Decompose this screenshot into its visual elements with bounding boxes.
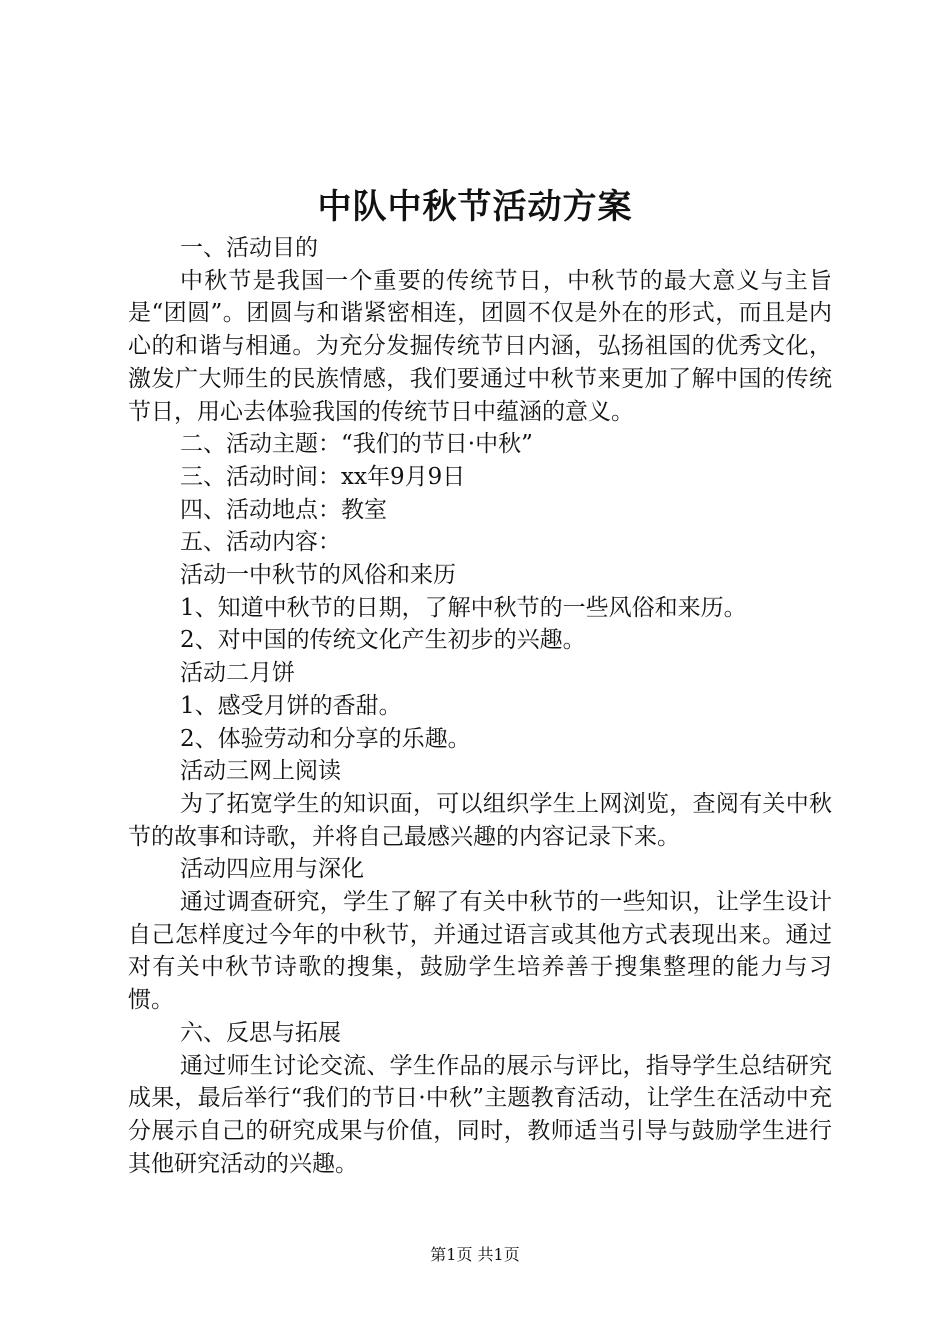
document-title: 中队中秋节活动方案 [317, 187, 633, 227]
activity-one-item-1: 1、知道中秋节的日期，了解中秋节的一些风俗和来历。 [180, 594, 747, 621]
section-heading-purpose: 一、活动目的 [180, 235, 318, 261]
section-heading-content: 五、活动内容： [180, 529, 341, 556]
activity-one-item-2: 2、对中国的传统文化产生初步的兴趣。 [180, 627, 586, 654]
paragraph-purpose: 中秋节是我国一个重要的传统节日，中秋节的最大意义与主旨是“团圆”。团圆与和谐紧密相连，团圆不仅是外在的形式，而且是内心的和谐与相通。为充分发掘传统节日内涵，弘扬祖国的优秀文化，激发广大师生的民族情感，我们要通过中秋节来更加了解中国的传统节日，用心去体验我国的传统节日中蕴涵的意义。 [128, 267, 832, 425]
activity-one-heading: 活动一中秋节的风俗和来历 [180, 562, 456, 589]
section-heading-theme: 二、活动主题：“我们的节日·中秋” [180, 431, 533, 458]
activity-four-paragraph: 通过调查研究，学生了解了有关中秋节的一些知识，让学生设计自己怎样度过今年的中秋节，并通过语言或其他方式表现出来。通过对有关中秋节诗歌的搜集，鼓励学生培养善于搜集整理的能力与习惯。 [128, 889, 832, 1014]
activity-two-item-2: 2、体验劳动和分享的乐趣。 [180, 725, 471, 752]
page-footer: 第1页 共1页 [430, 1245, 520, 1264]
activity-three-paragraph: 为了拓宽学生的知识面，可以组织学生上网浏览，查阅有关中秋节的故事和诗歌，并将自己最感兴趣的内容记录下来。 [128, 790, 832, 850]
activity-two-item-1: 1、感受月饼的香甜。 [180, 692, 402, 719]
activity-three-heading: 活动三网上阅读 [180, 758, 341, 785]
section-heading-location: 四、活动地点：教室 [180, 496, 387, 523]
activity-four-heading: 活动四应用与深化 [180, 856, 364, 883]
section-heading-reflection: 六、反思与拓展 [180, 1019, 341, 1046]
activity-two-heading: 活动二月饼 [180, 660, 295, 687]
reflection-paragraph: 通过师生讨论交流、学生作品的展示与评比，指导学生总结研究成果，最后举行“我们的节日·中秋”主题教育活动，让学生在活动中充分展示自己的研究成果与价值，同时，教师适当引导与鼓励学生进行其他研究活动的兴趣。 [128, 1052, 832, 1177]
section-heading-time: 三、活动时间：xx年9月9日 [180, 463, 466, 490]
document-body [128, 232, 832, 1180]
